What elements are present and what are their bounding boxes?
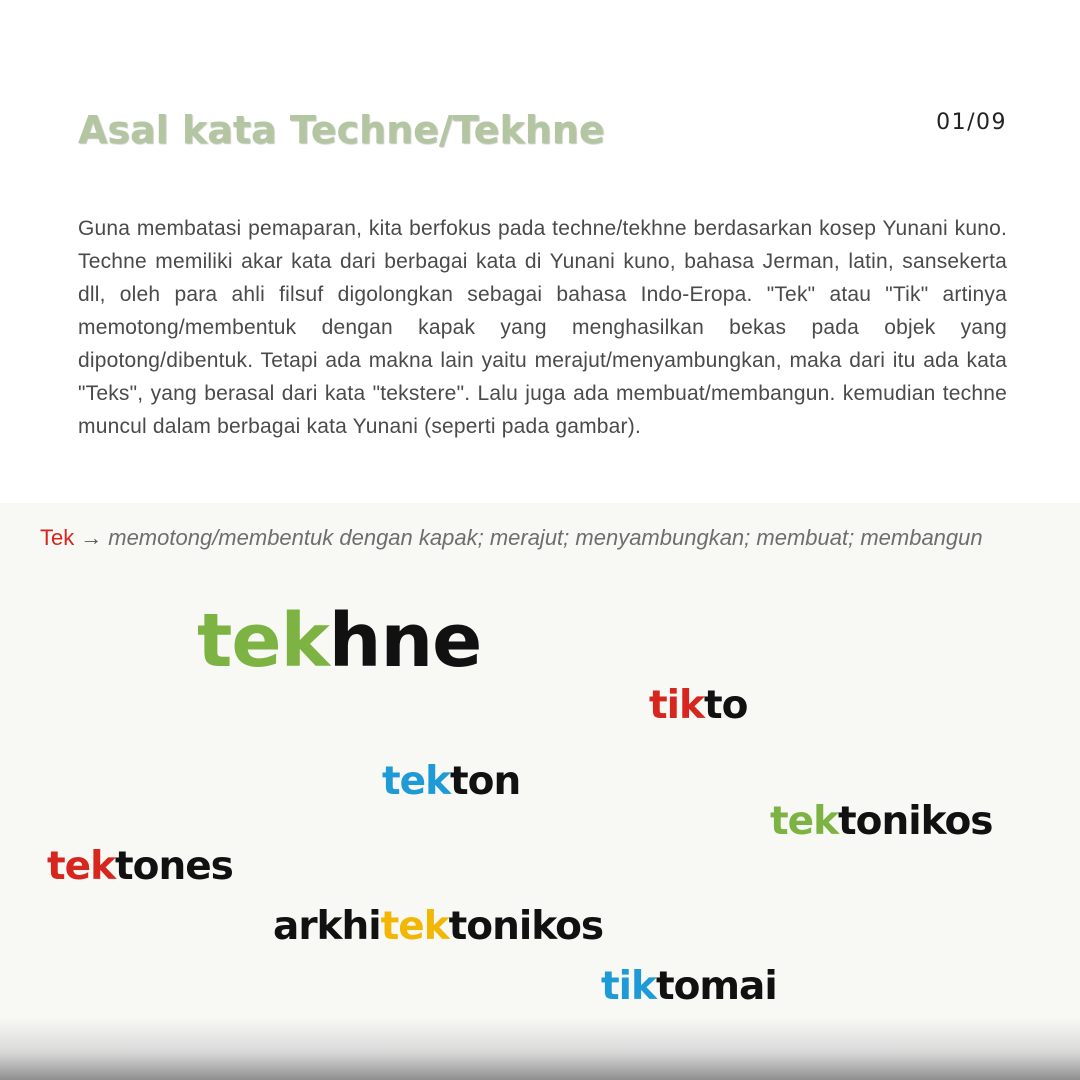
page-title: Asal kata Techne/Tekhne xyxy=(78,108,605,152)
word-tikto xyxy=(649,683,748,728)
word-root: tek xyxy=(380,904,449,949)
word-root: tek xyxy=(382,759,451,804)
word-suffix: tonikos xyxy=(448,904,604,949)
definition-meaning: memotong/membentuk dengan kapak; merajut; menyambungkan; membuat; membangun xyxy=(108,525,983,550)
arrow-right-icon: → xyxy=(80,525,103,550)
word-tekhne xyxy=(197,598,482,684)
definition-line xyxy=(40,525,983,551)
word-tektones xyxy=(47,844,233,889)
body-paragraph: Guna membatasi pemaparan, kita berfokus pada techne/tekhne berdasarkan kosep Yunani kuno. Techne memiliki akar kata dari berbagai kata di Yunani kuno, bahasa Jerman, latin, sansekerta dll, oleh para ahli filsuf digolongkan sebagai bahasa Indo-Eropa. "Tek" atau "Tik" artinya memotong/membentuk dengan kapak yang menghasilkan bekas pada objek yang dipotong/dibentuk. Tetapi ada makna lain yaitu merajut/menyambungkan, maka dari itu ada kata "Teks", yang berasal dari kata "tekstere". Lalu juga ada membuat/membangun. kemudian techne muncul dalam berbagai kata Yunani (seperti pada gambar). xyxy=(78,217,1007,438)
word-arkhitektonikos xyxy=(273,904,604,949)
definition-root: Tek xyxy=(40,525,75,550)
page-number: 01/09 xyxy=(936,110,1007,135)
word-suffix: tonikos xyxy=(838,799,993,844)
word-suffix: tones xyxy=(115,844,233,889)
word-root: tik xyxy=(649,683,704,728)
word-tiktomai xyxy=(601,964,777,1009)
word-root: tik xyxy=(601,964,656,1009)
bottom-fade xyxy=(0,1018,1080,1080)
word-root: tek xyxy=(47,844,116,889)
word-tektonikos xyxy=(770,799,993,844)
word-suffix: tomai xyxy=(655,964,777,1009)
word-suffix: hne xyxy=(328,598,482,684)
word-suffix: to xyxy=(703,683,748,728)
word-root: tek xyxy=(197,598,329,684)
word-prefix: arkhi xyxy=(273,904,381,949)
word-tekton xyxy=(382,759,521,804)
etymology-figure xyxy=(0,503,1080,1080)
word-suffix: ton xyxy=(450,759,521,804)
word-root: tek xyxy=(770,799,839,844)
